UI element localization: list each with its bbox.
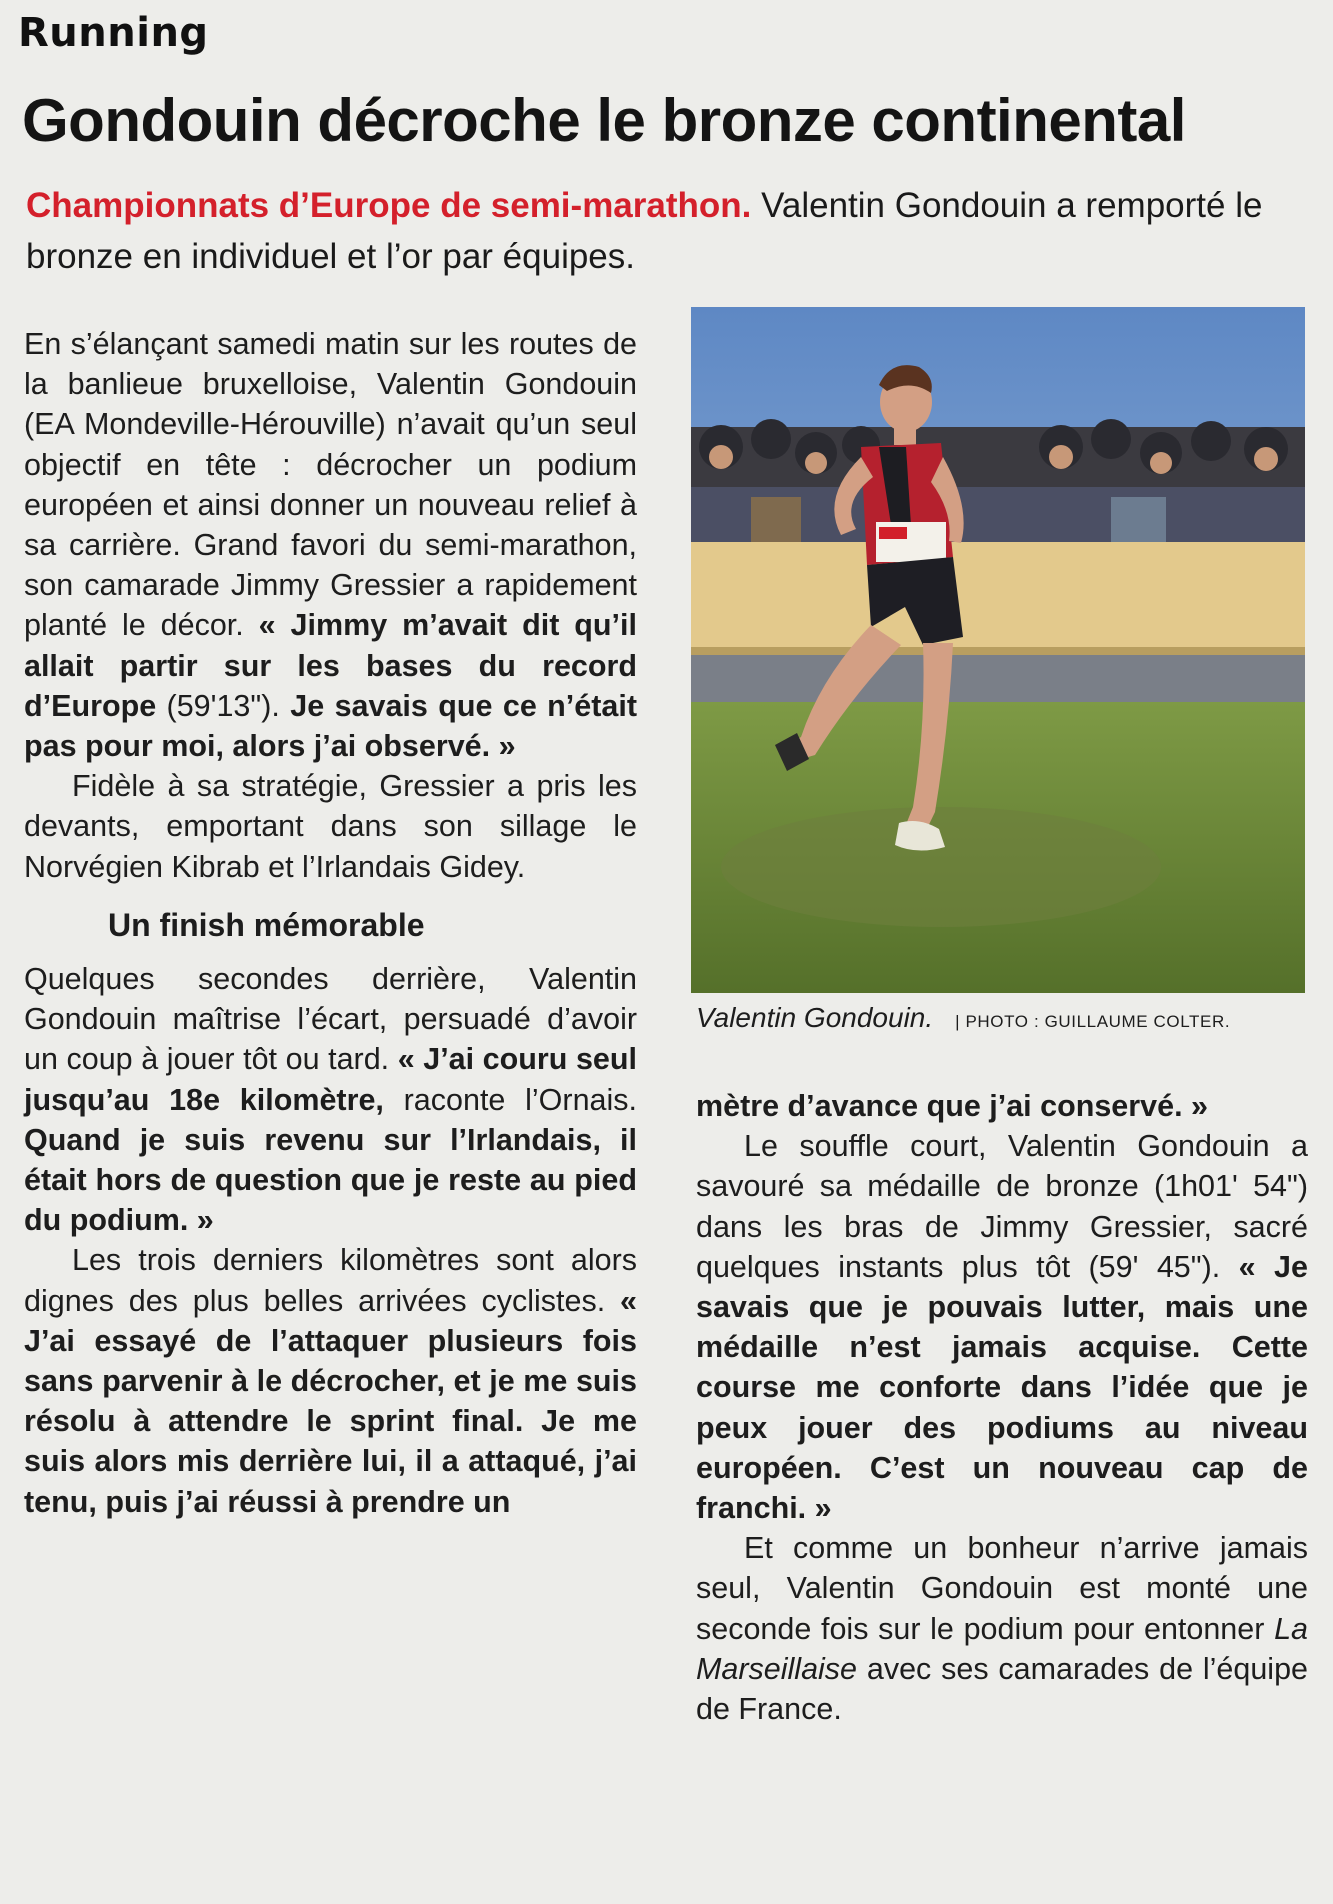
runner-photo (691, 307, 1305, 993)
paragraph-1-plain: (59'13"). (156, 688, 291, 723)
paragraph-6 (696, 1528, 1308, 1729)
runner-photo-illustration (691, 307, 1305, 993)
paragraph-3-text: Quelques secondes derrière, Valentin Gondouin maîtrise l’écart, persuadé d’avoir un coup à jouer tôt ou tard. (24, 962, 637, 1077)
subheading: Un finish mémorable (108, 906, 425, 943)
standfirst-kicker: Championnats d’Europe de semi-marathon. (26, 186, 752, 225)
caption-name: Valentin Gondouin. (696, 1002, 934, 1033)
paragraph-5 (696, 1126, 1308, 1528)
paragraph-1 (24, 324, 637, 766)
paragraph-6-text-a: Et comme un bonheur n’arrive jamais seul, Valentin Gondouin est monté une seconde fois sur le podium pour entonner (696, 1531, 1308, 1646)
left-column (24, 324, 637, 1522)
photo-caption (696, 1002, 1316, 1034)
paragraph-5-quote: « Je savais que je pouvais lutter, mais une médaille n’est jamais acquise. Cette course me conforte dans l’idée que je peux jouer des podiums au niveau européen. C’est un nouveau cap de franchi. » (696, 1249, 1308, 1526)
paragraph-3-quote-a: « J’ai couru seul jusqu’au 18e kilomètre, (24, 1042, 638, 1117)
paragraph-2: Fidèle à sa stratégie, Gressier a pris les devants, emportant dans son sillage le Norvégien Kibrab et l’Irlandais Gidey. (24, 769, 637, 884)
paragraph-1-text: En s’élançant samedi matin sur les routes de la banlieue bruxelloise, Valentin Gondouin (EA Mondeville-Hérouville) n’avait qu’un seul objectif en tête : décrocher un podium européen et ainsi donner un nouveau relief à sa carrière. Grand favori du semi-marathon, son camarade Jimmy Gressier a rapidement planté le décor. (24, 327, 637, 643)
section-rubric: Running (18, 10, 209, 56)
right-column (696, 1086, 1308, 1729)
article-headline: Gondouin décroche le bronze continental (22, 87, 1186, 154)
paragraph-4 (24, 1240, 637, 1521)
paragraph-6-italic: La Marseillaise (696, 1611, 1308, 1686)
paragraph-3 (24, 959, 637, 1240)
paragraph-3-plain: raconte l’Ornais. (383, 1082, 637, 1117)
paragraph-4-text: Les trois derniers kilomètres sont alors dignes des plus belles arrivées cyclistes. (24, 1243, 637, 1318)
paragraph-6-text-b: avec ses camarades de l’équipe de France. (696, 1651, 1308, 1727)
continued-quote: mètre d’avance que j’ai conservé. » (696, 1089, 1208, 1123)
paragraph-4-quote: « J’ai essayé de l’attaquer plusieurs fois sans parvenir à le décrocher, et je me suis résolu à attendre le sprint final. Je me suis alors mis derrière lui, il a attaqué, j’ai tenu, puis j’ai réussi à prendre un (24, 1283, 637, 1519)
paragraph-5-text: Le souffle court, Valentin Gondouin a savouré sa médaille de bronze (1h01' 54") dans les bras de Jimmy Gressier, sacré quelques instants plus tôt (59' 45"). (696, 1129, 1308, 1284)
paragraph-1-quote-b: Je savais que ce n’était pas pour moi, alors j’ai observé. » (24, 688, 637, 764)
paragraph-1-quote-a: « Jimmy m’avait dit qu’il allait partir sur les bases du record d’Europe (24, 608, 637, 723)
standfirst-text: Valentin Gondouin a remporté le bronze en individuel et l’or par équipes. (26, 186, 1263, 276)
paragraph-3-quote-b: Quand je suis revenu sur l’Irlandais, il était hors de question que je reste au pied du podium. » (24, 1122, 637, 1238)
caption-credit: | PHOTO : GUILLAUME COLTER. (955, 1012, 1231, 1031)
article-standfirst (26, 180, 1316, 282)
